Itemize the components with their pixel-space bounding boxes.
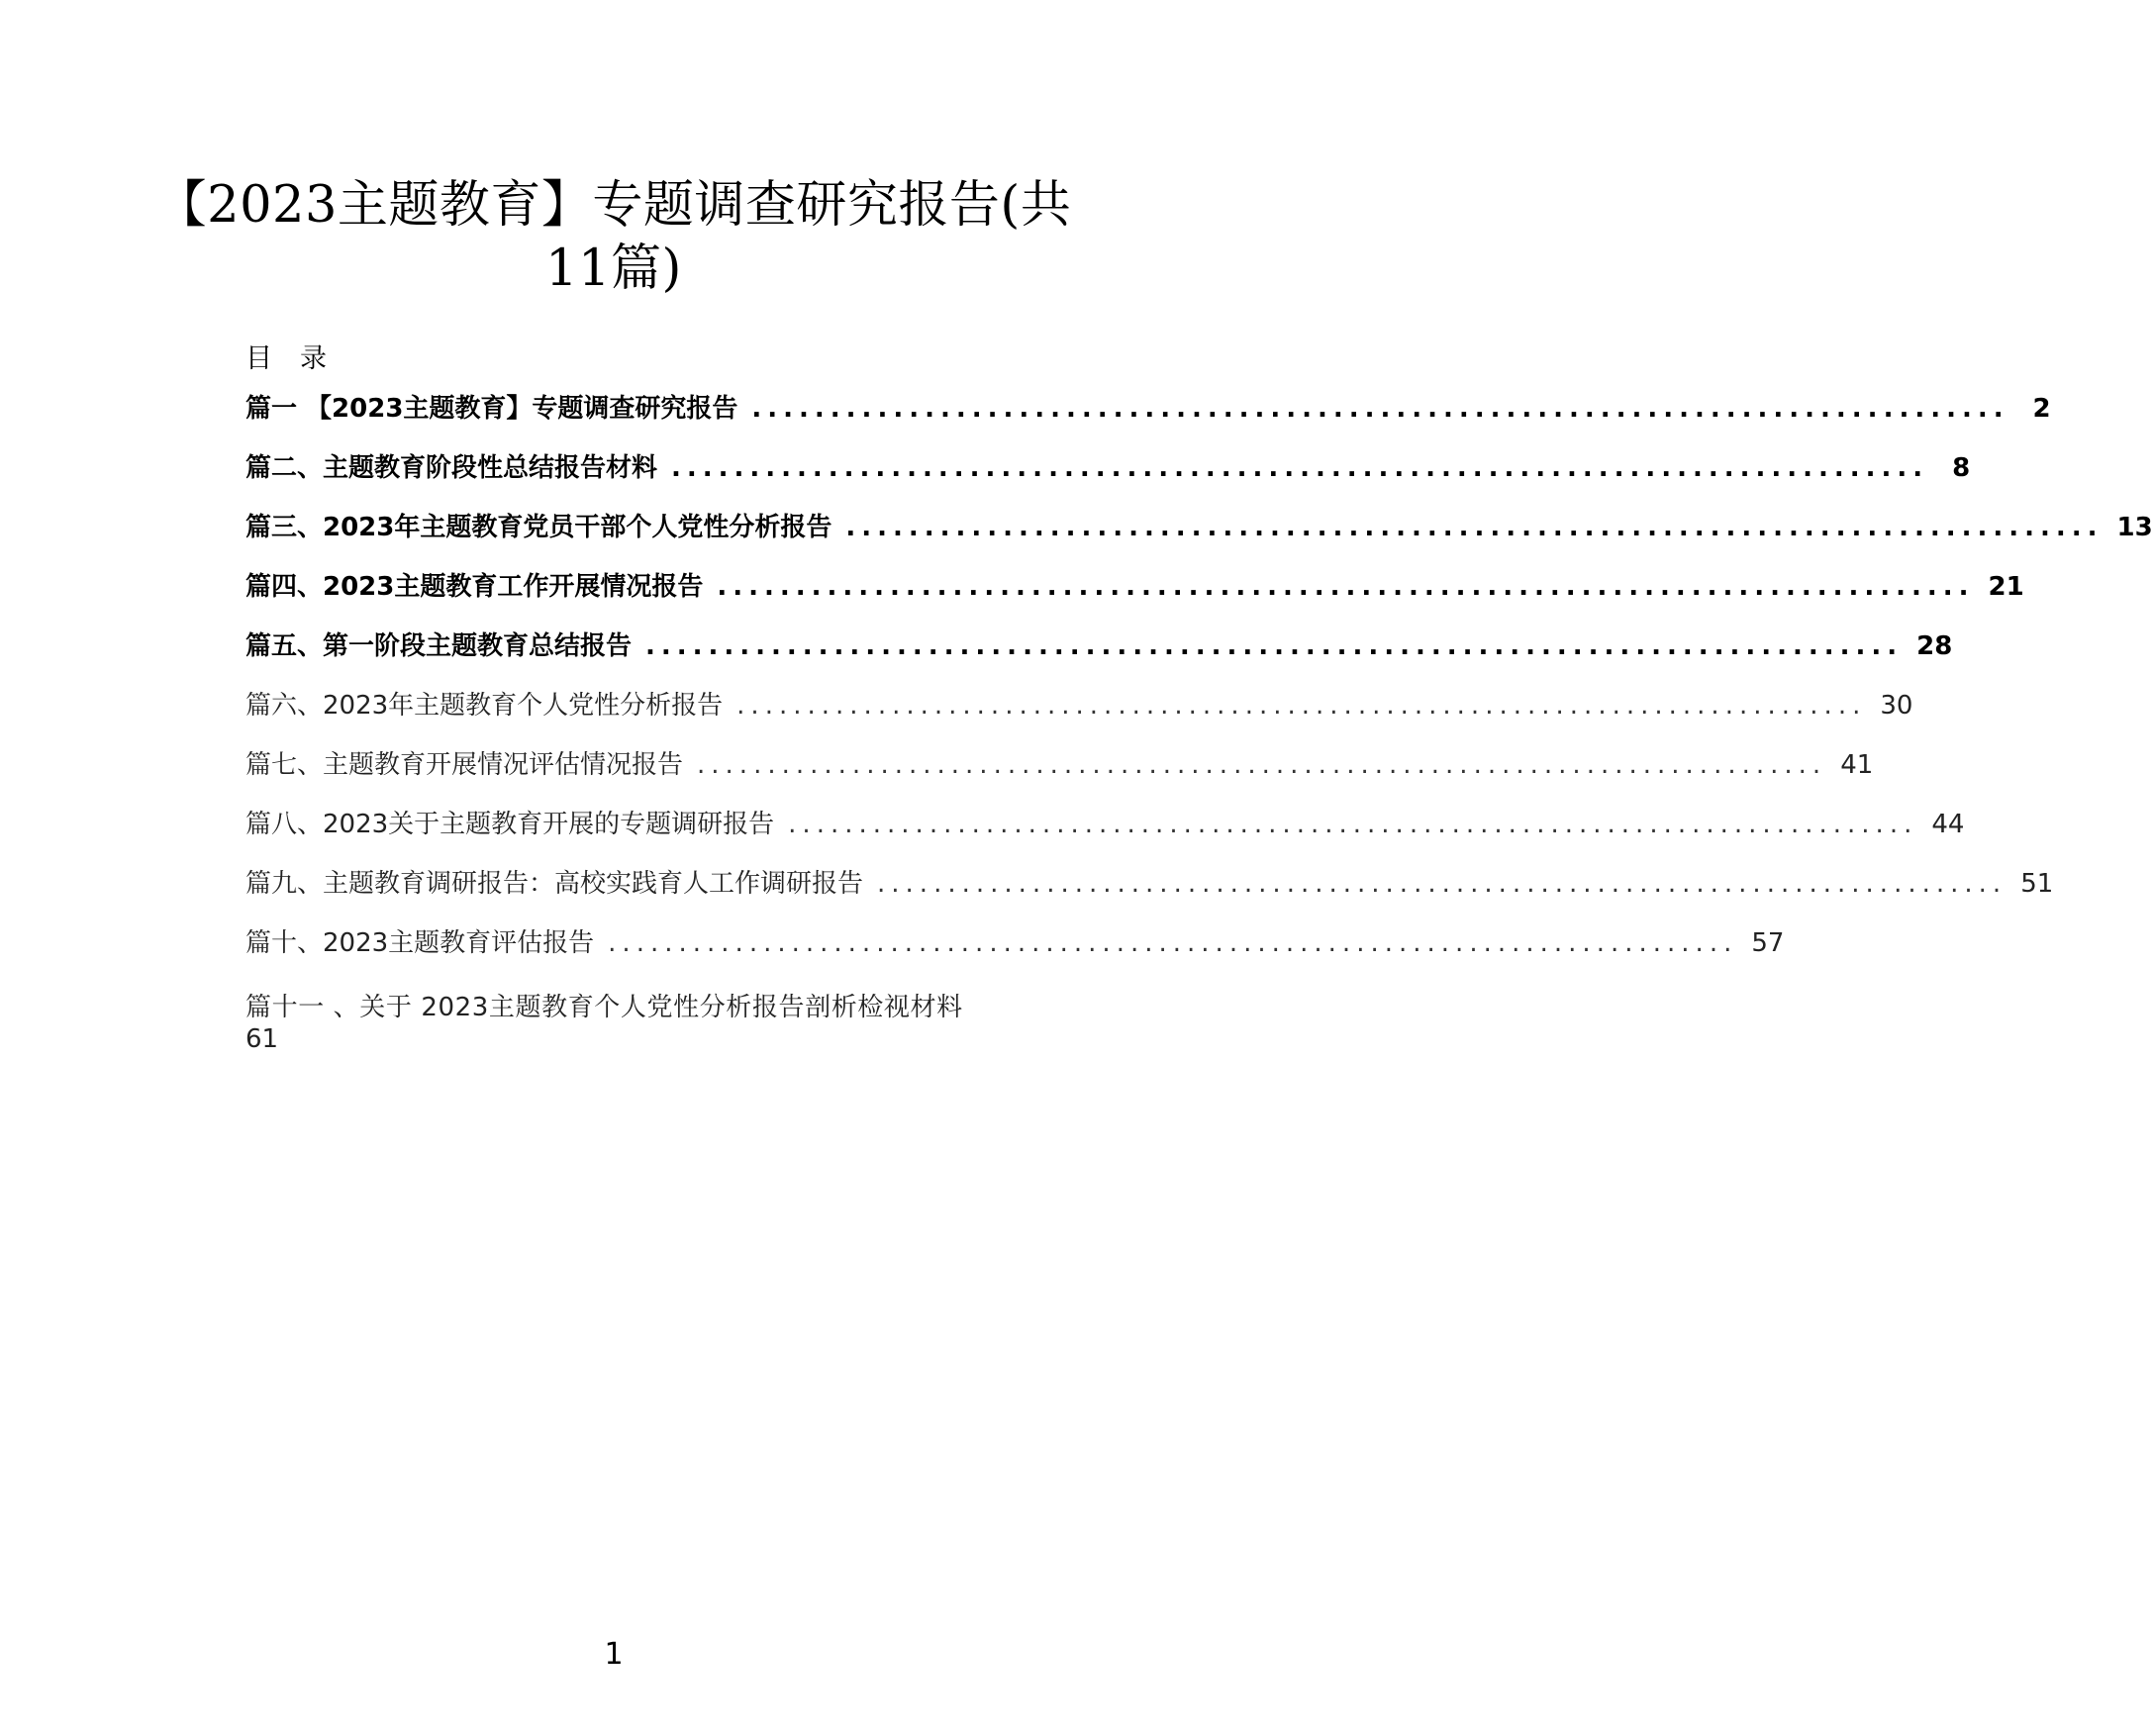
toc-entry[interactable] <box>245 388 2051 447</box>
toc-leader-dots: ................................................................................ <box>717 572 1975 602</box>
toc-entry[interactable] <box>245 566 2024 626</box>
toc-entry-label: 篇十、2023主题教育评估报告 <box>245 928 595 958</box>
toc-entry-label: 篇十一 、关于 2023主题教育个人党性分析报告剖析检视材料 <box>245 993 963 1022</box>
toc-leader-dots: ................................................................................ <box>845 513 2104 542</box>
toc-entry-page: 21 <box>1988 572 2024 602</box>
toc-leader-dots: ................................................................................ <box>877 869 2007 899</box>
toc-entry[interactable] <box>245 685 1913 744</box>
toc-leader-dots: ................................................................................ <box>788 810 1918 839</box>
toc-entry-label: 篇三、2023年主题教育党员干部个人党性分析报告 <box>245 513 832 542</box>
toc-entry-label: 篇九、主题教育调研报告：高校实践育人工作调研报告 <box>245 869 864 899</box>
toc-entry-page: 30 <box>1880 691 1913 721</box>
toc-entry-page: 2 <box>2032 394 2051 424</box>
toc-entry-label: 篇六、2023年主题教育个人党性分析报告 <box>245 691 724 721</box>
toc-entry[interactable] <box>245 626 1953 685</box>
toc-leader-dots: ................................................................................ <box>751 394 2009 424</box>
toc-entry-label: 篇四、2023主题教育工作开展情况报告 <box>245 572 704 602</box>
toc-entry-page: 41 <box>1840 750 1874 780</box>
toc-entry-page: 44 <box>1931 810 1965 839</box>
toc-entry-page: 61 <box>245 1024 279 1054</box>
toc-entry-label: 篇一 【2023主题教育】专题调查研究报告 <box>245 394 738 424</box>
table-of-contents <box>245 388 2153 982</box>
toc-entry-page: 57 <box>1751 928 1785 958</box>
toc-entry-page: 8 <box>1952 453 1971 483</box>
toc-entry-page: 51 <box>2020 869 2054 899</box>
toc-entry-page: 13 <box>2116 513 2153 542</box>
toc-entry-label: 篇八、2023关于主题教育开展的专题调研报告 <box>245 810 775 839</box>
toc-entry-page: 28 <box>1916 631 1953 661</box>
toc-entry[interactable] <box>245 804 1965 863</box>
toc-entry-label: 篇五、第一阶段主题教育总结报告 <box>245 631 633 661</box>
toc-entry-label: 篇七、主题教育开展情况评估情况报告 <box>245 750 684 780</box>
toc-heading: 目录 <box>245 343 354 374</box>
toc-entry[interactable] <box>245 744 1874 804</box>
toc-leader-dots: ................................................................................ <box>697 750 1827 780</box>
toc-entry[interactable] <box>245 863 2054 922</box>
toc-entry[interactable] <box>245 922 1785 982</box>
document-title <box>0 174 1227 301</box>
page-number: 1 <box>604 1637 624 1672</box>
toc-leader-dots: ................................................................................ <box>736 691 1867 721</box>
toc-entry[interactable] <box>245 447 1971 507</box>
toc-leader-dots: ................................................................................ <box>645 631 1904 661</box>
toc-entry-label: 篇二、主题教育阶段性总结报告材料 <box>245 453 658 483</box>
toc-leader-dots: ................................................................................ <box>671 453 1929 483</box>
title-line-1: 【2023主题教育】专题调查研究报告(共 <box>155 176 1072 235</box>
title-line-2: 11篇) <box>545 240 682 298</box>
toc-entry-last[interactable] <box>245 992 1047 1055</box>
toc-entry[interactable] <box>245 507 2153 566</box>
toc-leader-dots: ................................................................................ <box>608 928 1738 958</box>
